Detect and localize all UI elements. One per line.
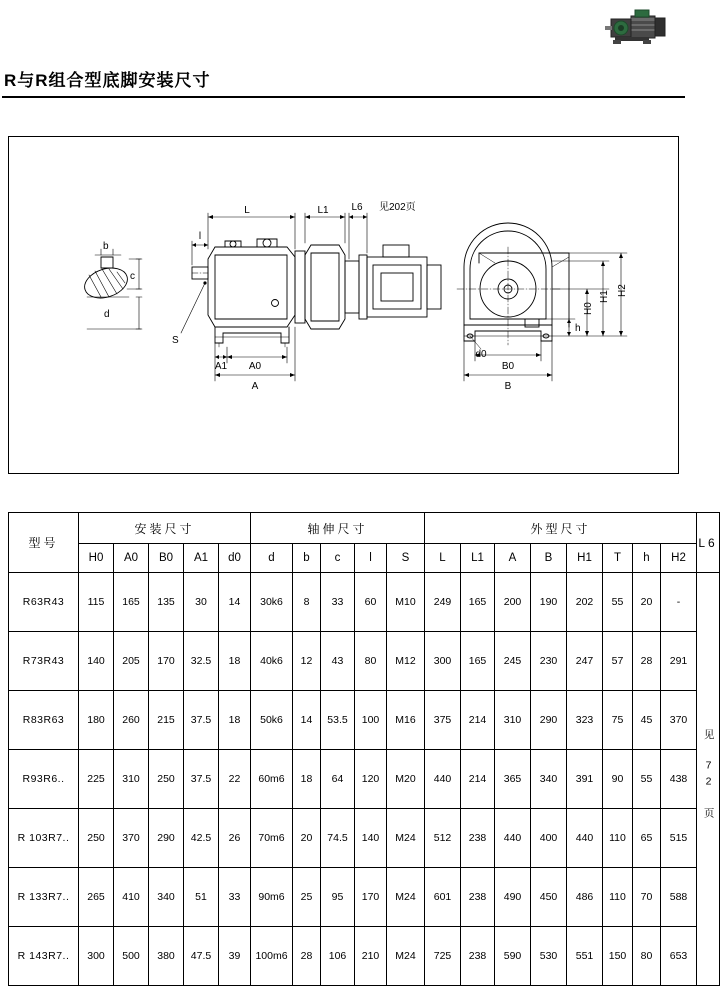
cell-b: 8	[293, 573, 321, 632]
table-row	[9, 927, 720, 986]
cell-d: 50k6	[251, 691, 293, 750]
cell-H0: 115	[79, 573, 114, 632]
cell-L6-merged	[697, 573, 720, 986]
label-A: A	[251, 381, 259, 392]
cell-T: 90	[603, 750, 633, 809]
table-row	[9, 691, 720, 750]
table-row	[9, 809, 720, 868]
cell-model: R83R63	[9, 691, 79, 750]
end-view	[457, 223, 569, 345]
cell-h: 80	[633, 927, 661, 986]
cell-B0: 290	[149, 809, 184, 868]
cell-A1: 47.5	[184, 927, 219, 986]
cell-H0: 180	[79, 691, 114, 750]
cell-c: 106	[321, 927, 355, 986]
cell-H1: 202	[567, 573, 603, 632]
header-col-A: A	[495, 544, 531, 573]
cell-H1: 247	[567, 632, 603, 691]
cell-H0: 265	[79, 868, 114, 927]
cell-model: R 133R7..	[9, 868, 79, 927]
cell-S: M24	[387, 927, 425, 986]
cell-A0: 165	[114, 573, 149, 632]
cell-h: 65	[633, 809, 661, 868]
cell-H2: 653	[661, 927, 697, 986]
header-col-B0: B0	[149, 544, 184, 573]
label-B: B	[504, 381, 512, 392]
cell-L6-text: 见 72 页	[702, 729, 715, 822]
cell-l: 100	[355, 691, 387, 750]
cell-T: 110	[603, 809, 633, 868]
cell-c: 43	[321, 632, 355, 691]
cell-B: 340	[531, 750, 567, 809]
cell-H2: 291	[661, 632, 697, 691]
cell-c: 53.5	[321, 691, 355, 750]
cell-H2: 588	[661, 868, 697, 927]
cell-B0: 215	[149, 691, 184, 750]
header-col-b: b	[293, 544, 321, 573]
cell-H1: 486	[567, 868, 603, 927]
cell-d0: 39	[219, 927, 251, 986]
cell-T: 55	[603, 573, 633, 632]
cell-H2: 370	[661, 691, 697, 750]
dim-L1	[305, 213, 345, 243]
cell-S: M24	[387, 868, 425, 927]
label-H2: H2	[617, 284, 628, 297]
cell-A0: 410	[114, 868, 149, 927]
header-group-mounting: 安装尺寸	[79, 513, 251, 544]
cell-A0: 260	[114, 691, 149, 750]
cell-l: 170	[355, 868, 387, 927]
cell-A1: 37.5	[184, 691, 219, 750]
label-H1: H1	[599, 290, 610, 303]
cell-L: 601	[425, 868, 461, 927]
header-col-H0: H0	[79, 544, 114, 573]
cell-model: R73R43	[9, 632, 79, 691]
cell-d: 30k6	[251, 573, 293, 632]
cell-A0: 205	[114, 632, 149, 691]
cell-h: 45	[633, 691, 661, 750]
label-S: S	[172, 335, 179, 346]
label-B0: B0	[501, 361, 515, 372]
cell-d0: 18	[219, 632, 251, 691]
cell-A: 245	[495, 632, 531, 691]
cell-H1: 551	[567, 927, 603, 986]
label-c: c	[130, 271, 135, 282]
header-col-d0: d0	[219, 544, 251, 573]
label-note: 见202页	[379, 202, 416, 213]
header-col-T: T	[603, 544, 633, 573]
keyway-detail	[81, 249, 142, 329]
cell-L: 300	[425, 632, 461, 691]
cell-b: 18	[293, 750, 321, 809]
cell-T: 110	[603, 868, 633, 927]
cell-L1: 238	[461, 809, 495, 868]
header-group-overall: 外型尺寸	[425, 513, 697, 544]
cell-L1: 214	[461, 691, 495, 750]
cell-d0: 18	[219, 691, 251, 750]
cell-B: 450	[531, 868, 567, 927]
cell-l: 210	[355, 927, 387, 986]
cell-L1: 165	[461, 632, 495, 691]
cell-H0: 300	[79, 927, 114, 986]
cell-S: M10	[387, 573, 425, 632]
cell-A: 200	[495, 573, 531, 632]
cell-S: M20	[387, 750, 425, 809]
cell-B0: 135	[149, 573, 184, 632]
cell-d: 90m6	[251, 868, 293, 927]
cell-L: 249	[425, 573, 461, 632]
cell-L: 725	[425, 927, 461, 986]
title-divider	[2, 96, 685, 98]
label-d: d	[104, 309, 110, 320]
cell-model: R 103R7..	[9, 809, 79, 868]
cell-H2: 515	[661, 809, 697, 868]
cell-L1: 214	[461, 750, 495, 809]
table-column-header-row	[9, 544, 720, 573]
cell-L: 375	[425, 691, 461, 750]
cell-H0: 140	[79, 632, 114, 691]
cell-S: M16	[387, 691, 425, 750]
cell-A0: 500	[114, 927, 149, 986]
cell-A1: 30	[184, 573, 219, 632]
cell-H0: 225	[79, 750, 114, 809]
cell-S: M24	[387, 809, 425, 868]
dim-l-small	[192, 241, 208, 265]
header-col-H2: H2	[661, 544, 697, 573]
table-row	[9, 750, 720, 809]
dim-L6	[349, 213, 367, 259]
cell-A1: 37.5	[184, 750, 219, 809]
cell-H1: 391	[567, 750, 603, 809]
table-row	[9, 868, 720, 927]
cell-h: 70	[633, 868, 661, 927]
cell-B0: 380	[149, 927, 184, 986]
cell-A: 310	[495, 691, 531, 750]
header-col-L1: L1	[461, 544, 495, 573]
cell-d: 100m6	[251, 927, 293, 986]
header-col-S: S	[387, 544, 425, 573]
side-view	[181, 239, 441, 347]
header-col-A0: A0	[114, 544, 149, 573]
dim-A-group	[215, 327, 295, 381]
cell-T: 75	[603, 691, 633, 750]
cell-B: 290	[531, 691, 567, 750]
cell-B0: 340	[149, 868, 184, 927]
table-group-header-row	[9, 513, 720, 544]
dim-L	[208, 213, 295, 249]
header-col-d: d	[251, 544, 293, 573]
cell-b: 14	[293, 691, 321, 750]
header-col-H1: H1	[567, 544, 603, 573]
cell-d0: 26	[219, 809, 251, 868]
cell-A: 440	[495, 809, 531, 868]
cell-L1: 165	[461, 573, 495, 632]
header-col-A1: A1	[184, 544, 219, 573]
cell-B0: 250	[149, 750, 184, 809]
cell-h: 20	[633, 573, 661, 632]
header-col-L: L	[425, 544, 461, 573]
header-group-shaft: 轴伸尺寸	[251, 513, 425, 544]
cell-B: 190	[531, 573, 567, 632]
label-h: h	[575, 323, 581, 334]
cell-l: 120	[355, 750, 387, 809]
label-L6: L6	[351, 202, 363, 213]
cell-B0: 170	[149, 632, 184, 691]
cell-H2: 438	[661, 750, 697, 809]
label-H0: H0	[583, 302, 594, 315]
label-d0: d0	[475, 349, 487, 360]
cell-l: 80	[355, 632, 387, 691]
cell-model: R 143R7..	[9, 927, 79, 986]
label-l-small: l	[198, 231, 202, 242]
dimension-table-wrap	[8, 512, 718, 986]
label-A0: A0	[248, 361, 262, 372]
cell-b: 28	[293, 927, 321, 986]
header-model: 型号	[9, 513, 79, 573]
cell-H0: 250	[79, 809, 114, 868]
cell-A0: 370	[114, 809, 149, 868]
cell-d: 60m6	[251, 750, 293, 809]
cell-H1: 323	[567, 691, 603, 750]
cell-b: 25	[293, 868, 321, 927]
cell-A: 490	[495, 868, 531, 927]
header-col-L6: L6	[697, 513, 720, 573]
dimension-table	[8, 512, 720, 986]
label-L1: L1	[317, 205, 329, 216]
cell-c: 64	[321, 750, 355, 809]
cell-L1: 238	[461, 868, 495, 927]
cell-H1: 440	[567, 809, 603, 868]
cell-c: 95	[321, 868, 355, 927]
cell-A0: 310	[114, 750, 149, 809]
cell-L: 512	[425, 809, 461, 868]
table-row	[9, 632, 720, 691]
cell-H2: -	[661, 573, 697, 632]
cell-T: 57	[603, 632, 633, 691]
label-b: b	[103, 241, 109, 252]
header-col-B: B	[531, 544, 567, 573]
cell-b: 20	[293, 809, 321, 868]
header-col-l: l	[355, 544, 387, 573]
cell-A1: 42.5	[184, 809, 219, 868]
label-A1: A1	[214, 361, 228, 372]
cell-d: 70m6	[251, 809, 293, 868]
header-col-c: c	[321, 544, 355, 573]
cell-b: 12	[293, 632, 321, 691]
gear-motor-icon	[601, 4, 673, 52]
cell-d: 40k6	[251, 632, 293, 691]
label-L: L	[244, 205, 250, 216]
cell-A: 365	[495, 750, 531, 809]
cell-c: 74.5	[321, 809, 355, 868]
cell-A: 590	[495, 927, 531, 986]
cell-c: 33	[321, 573, 355, 632]
cell-B: 230	[531, 632, 567, 691]
cell-h: 55	[633, 750, 661, 809]
cell-l: 60	[355, 573, 387, 632]
page-title: R与R组合型底脚安装尺寸	[4, 71, 211, 90]
header-col-h: h	[633, 544, 661, 573]
cell-B: 400	[531, 809, 567, 868]
cell-L: 440	[425, 750, 461, 809]
cell-T: 150	[603, 927, 633, 986]
table-row	[9, 573, 720, 632]
cell-S: M12	[387, 632, 425, 691]
cell-model: R93R6..	[9, 750, 79, 809]
cell-d0: 14	[219, 573, 251, 632]
cell-d0: 33	[219, 868, 251, 927]
technical-drawing	[8, 136, 679, 474]
cell-d0: 22	[219, 750, 251, 809]
cell-h: 28	[633, 632, 661, 691]
cell-A1: 32.5	[184, 632, 219, 691]
cell-L1: 238	[461, 927, 495, 986]
cell-B: 530	[531, 927, 567, 986]
cell-model: R63R43	[9, 573, 79, 632]
cell-A1: 51	[184, 868, 219, 927]
cell-l: 140	[355, 809, 387, 868]
